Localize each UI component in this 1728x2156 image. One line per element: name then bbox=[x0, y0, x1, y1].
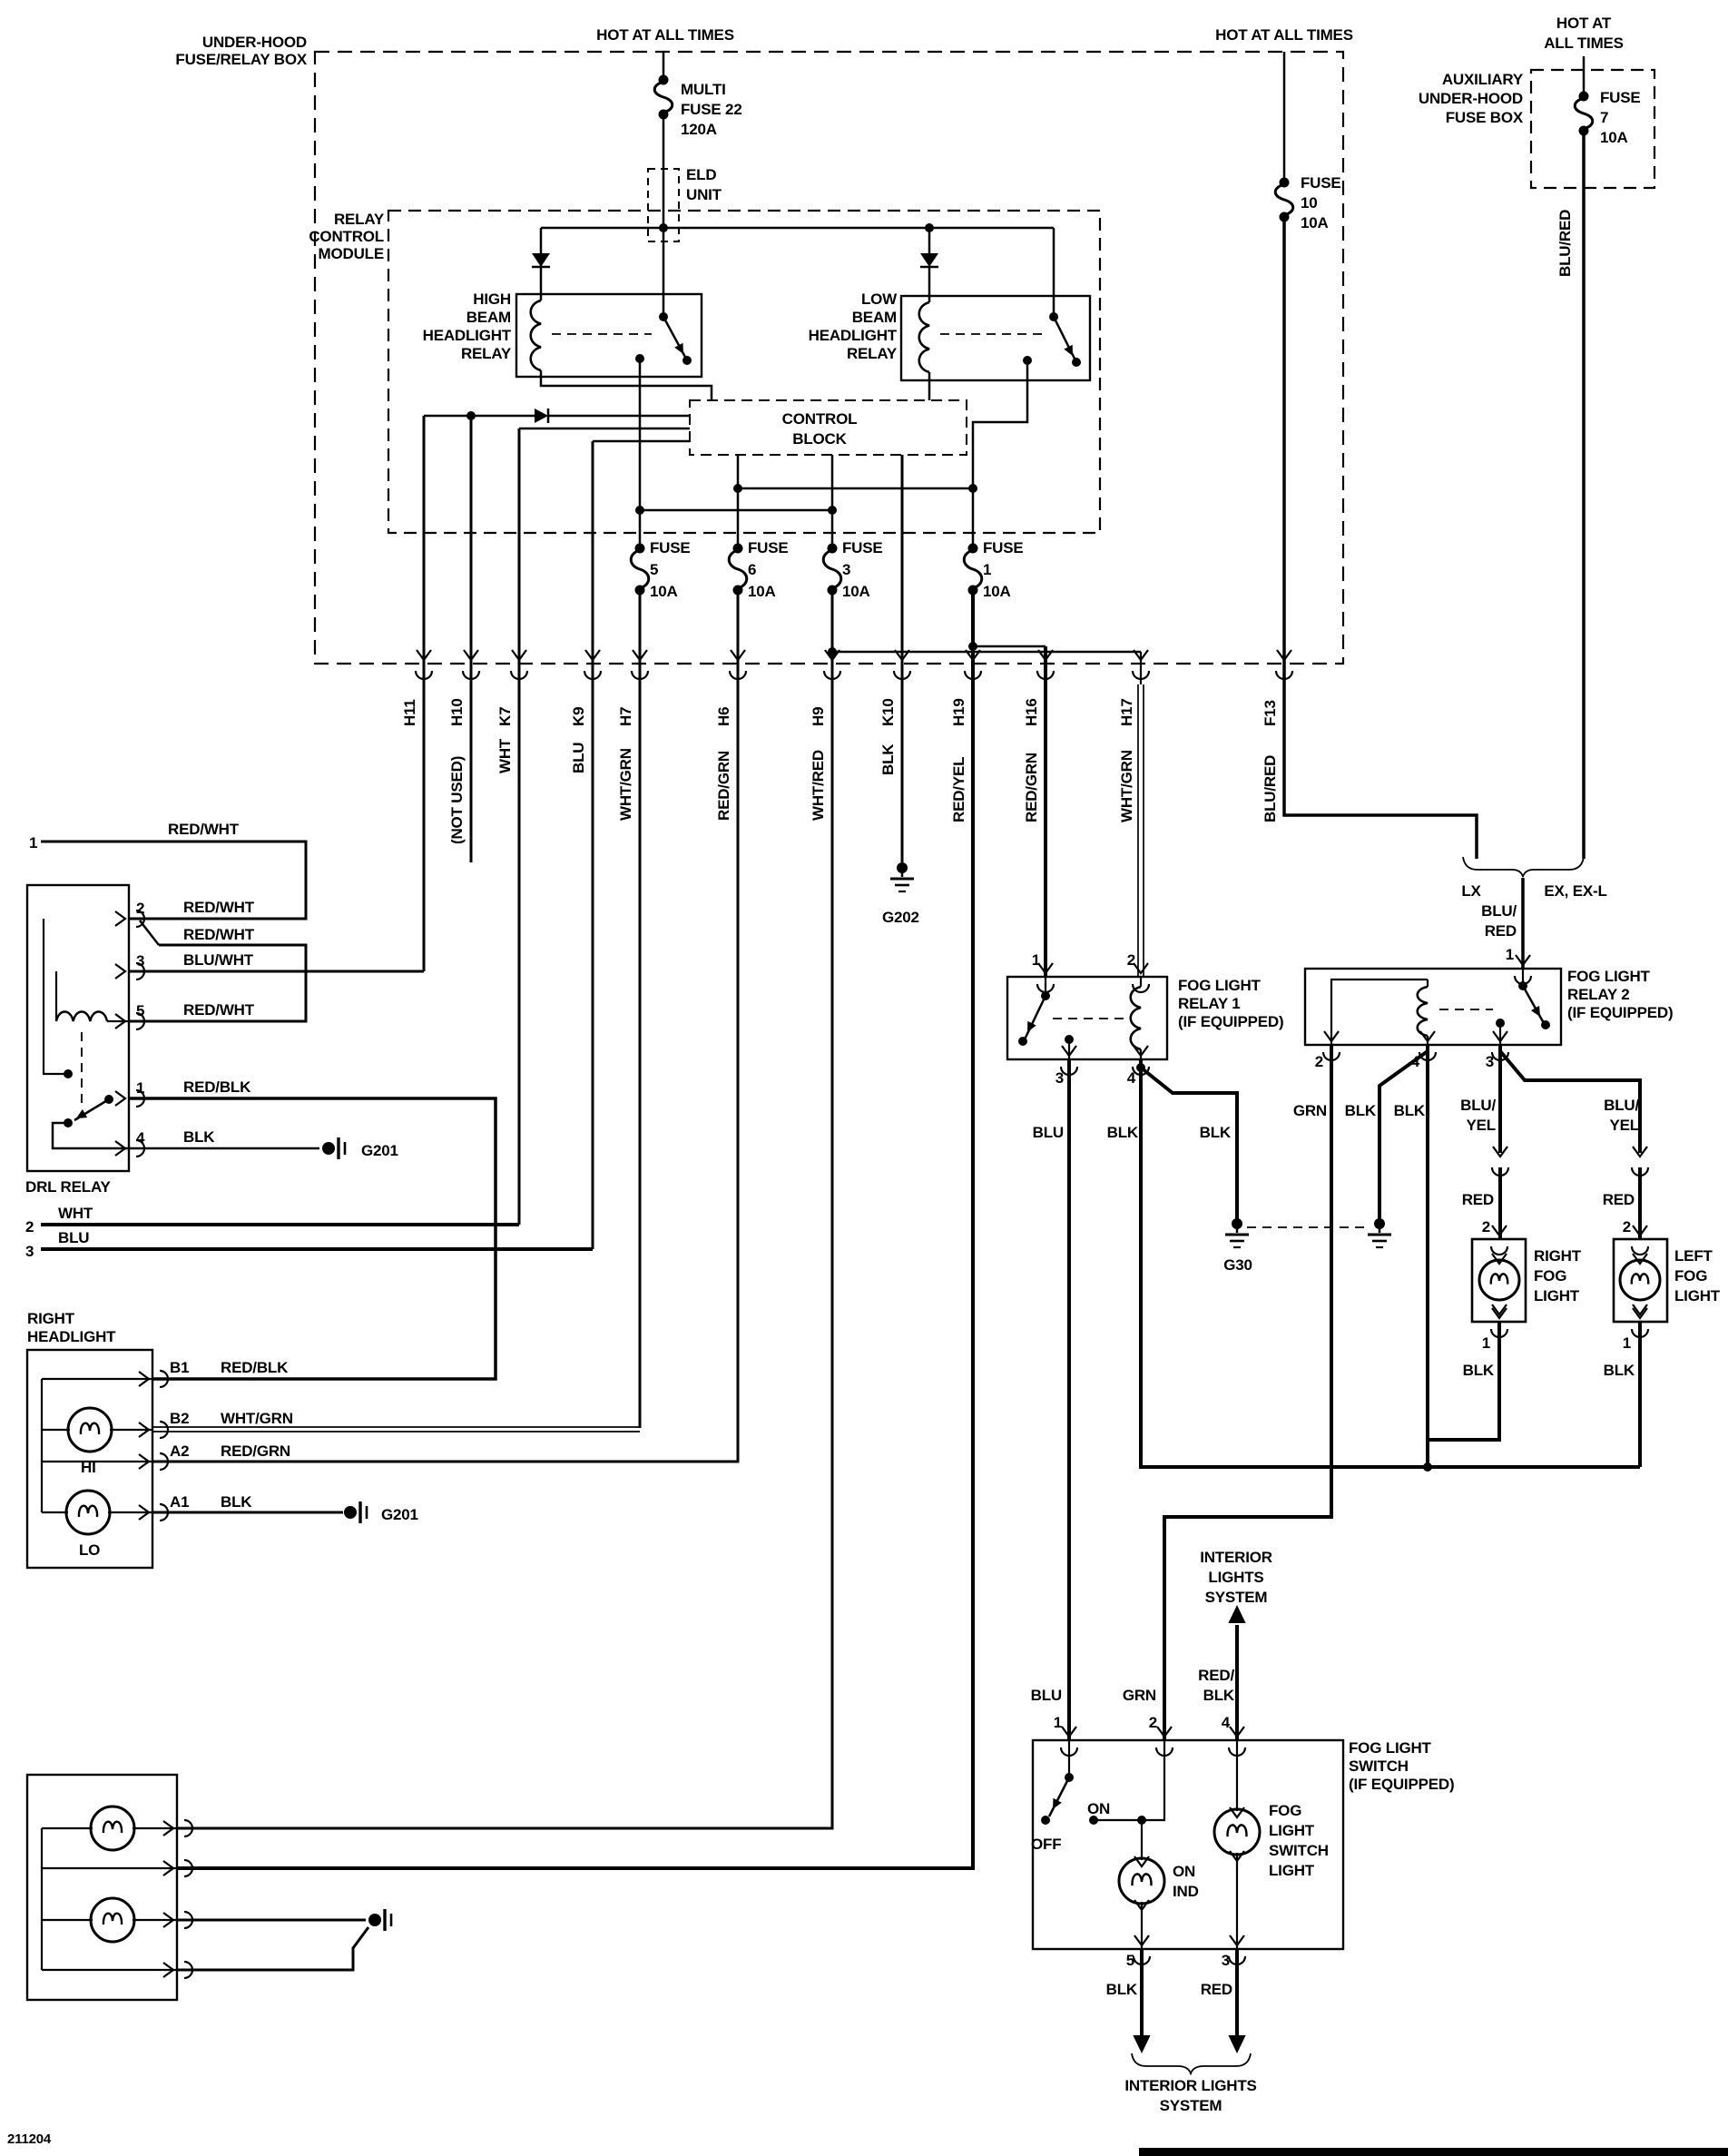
aux-wire-color: BLU/RED bbox=[1556, 209, 1574, 277]
fsw-off: OFF bbox=[1031, 1836, 1062, 1853]
right-fog-label-1: RIGHT bbox=[1534, 1247, 1581, 1265]
drl-row1-num: 1 bbox=[29, 834, 38, 852]
pin-h17: H17 bbox=[1118, 698, 1135, 726]
drl-pin2-num: 2 bbox=[136, 900, 145, 917]
ils-bottom-2: SYSTEM bbox=[1159, 2097, 1222, 2114]
fuse1-label-3: 10A bbox=[983, 583, 1011, 600]
lf-red-color: RED bbox=[1602, 1191, 1635, 1208]
low-beam-relay-label-4: RELAY bbox=[846, 345, 897, 362]
rhl-b2-color: WHT/GRN bbox=[221, 1410, 293, 1427]
pin-k7-color: WHT bbox=[496, 738, 514, 773]
g202-label: G202 bbox=[882, 909, 919, 926]
drl-pin1-color: RED/BLK bbox=[183, 1078, 251, 1096]
fr2-pin3-num: 3 bbox=[1485, 1053, 1494, 1070]
pin-h19-color: RED/YEL bbox=[950, 756, 967, 822]
g30-label: G30 bbox=[1223, 1256, 1252, 1274]
fsw-pin2-num: 2 bbox=[1148, 1714, 1157, 1731]
pin-k7: K7 bbox=[496, 706, 514, 726]
hot-at-all-times-left: HOT AT ALL TIMES bbox=[596, 26, 734, 44]
drl-pin4-num: 4 bbox=[136, 1129, 145, 1147]
fsw-on: ON bbox=[1087, 1800, 1111, 1817]
drl-relay-label: DRL RELAY bbox=[25, 1178, 111, 1196]
lx-label: LX bbox=[1461, 882, 1481, 900]
ils-bottom-1: INTERIOR LIGHTS bbox=[1124, 2077, 1257, 2094]
fsw-blu-color: BLU bbox=[1030, 1687, 1062, 1704]
ils-top-3: SYSTEM bbox=[1204, 1589, 1268, 1606]
rhl-a2-color: RED/GRN bbox=[221, 1442, 290, 1460]
fsw-red-color: RED bbox=[1200, 1981, 1232, 1998]
rf-blk-color: BLK bbox=[1462, 1362, 1494, 1379]
pin-k10: K10 bbox=[879, 698, 897, 726]
rhl-b1: B1 bbox=[170, 1359, 190, 1376]
fr1-blk-color-1: BLK bbox=[1106, 1124, 1138, 1141]
pin-h19: H19 bbox=[950, 698, 967, 726]
fog-switch-label-1: FOG LIGHT bbox=[1349, 1739, 1431, 1757]
fuse10-label-2: 10 bbox=[1301, 194, 1318, 212]
fr2-bluyel-1: BLU/ bbox=[1460, 1097, 1496, 1114]
relay-control-module-label-3: MODULE bbox=[318, 245, 384, 262]
left-fog-label-2: FOG bbox=[1674, 1267, 1708, 1285]
fuse7-label-2: 7 bbox=[1600, 109, 1609, 126]
fog-relay2-label-1: FOG LIGHT bbox=[1567, 968, 1650, 985]
pin-h16: H16 bbox=[1023, 698, 1040, 726]
fog-relay2-label-2: RELAY 2 bbox=[1567, 986, 1630, 1003]
underhood-box-label-1: UNDER-HOOD bbox=[201, 34, 307, 51]
fsw-blk-color: BLK bbox=[1105, 1981, 1137, 1998]
wht-row-num: 2 bbox=[25, 1218, 34, 1236]
fr2-blk-color-1: BLK bbox=[1344, 1102, 1376, 1119]
rhl-a1: A1 bbox=[170, 1493, 190, 1511]
fr1-pin2-num: 2 bbox=[1126, 951, 1135, 969]
rhl-b2: B2 bbox=[170, 1410, 190, 1427]
low-beam-relay-label-3: HEADLIGHT bbox=[808, 327, 897, 344]
fuse5-label-1: FUSE bbox=[650, 539, 691, 556]
low-beam-relay-label-2: BEAM bbox=[851, 309, 897, 326]
right-headlight-label-2: HEADLIGHT bbox=[27, 1328, 116, 1345]
fsw-pin3-num: 3 bbox=[1221, 1952, 1230, 1969]
fog-relay1-label-1: FOG LIGHT bbox=[1178, 977, 1261, 994]
fr2-pin1-color-1: BLU/ bbox=[1481, 902, 1517, 920]
hot-at-all-times-right-1: HOT AT bbox=[1556, 15, 1612, 32]
blu-row-num: 3 bbox=[25, 1243, 34, 1260]
pin-h10: H10 bbox=[448, 698, 466, 726]
rhl-b1-color: RED/BLK bbox=[221, 1359, 289, 1376]
rhl-a1-color: BLK bbox=[221, 1493, 252, 1511]
pin-f13-color: BLU/RED bbox=[1262, 754, 1279, 822]
high-beam-relay-label-4: RELAY bbox=[460, 345, 511, 362]
left-fog-label-3: LIGHT bbox=[1674, 1287, 1720, 1304]
relay-control-module-label-2: CONTROL bbox=[309, 228, 384, 245]
drl-pin5-num: 5 bbox=[136, 1002, 145, 1019]
fsw-light-label-3: SWITCH bbox=[1269, 1842, 1329, 1859]
pin-h6-color: RED/GRN bbox=[715, 751, 732, 821]
fuse7-label-3: 10A bbox=[1600, 129, 1628, 146]
aux-box-label-2: UNDER-HOOD bbox=[1418, 90, 1523, 107]
rhl-a2: A2 bbox=[170, 1442, 190, 1460]
high-beam-relay-label-3: HEADLIGHT bbox=[422, 327, 511, 344]
fog-switch-label-2: SWITCH bbox=[1349, 1757, 1409, 1775]
rf-pin1-num: 1 bbox=[1481, 1334, 1490, 1352]
aux-box-label-3: FUSE BOX bbox=[1445, 109, 1523, 126]
fsw-light-label-4: LIGHT bbox=[1269, 1862, 1314, 1879]
g201-label-b: G201 bbox=[381, 1506, 418, 1523]
control-block-label-2: BLOCK bbox=[792, 430, 847, 448]
rf-pin2-num: 2 bbox=[1481, 1218, 1490, 1236]
multi-fuse-label-2: FUSE 22 bbox=[681, 101, 742, 118]
fsw-pin4-num: 4 bbox=[1221, 1714, 1230, 1731]
pin-h7: H7 bbox=[617, 706, 634, 726]
fuse3-label-2: 3 bbox=[842, 561, 851, 578]
fog-relay1-label-3: (IF EQUIPPED) bbox=[1178, 1013, 1284, 1030]
pin-h11: H11 bbox=[401, 699, 418, 726]
underhood-box-label-2: FUSE/RELAY BOX bbox=[175, 51, 307, 68]
fuse1-label-1: FUSE bbox=[983, 539, 1024, 556]
fuse7-label-1: FUSE bbox=[1600, 89, 1641, 106]
pin-h16-color: RED/GRN bbox=[1023, 753, 1040, 822]
relay-control-module-label-1: RELAY bbox=[333, 211, 384, 228]
fuse10-label-1: FUSE bbox=[1301, 174, 1341, 192]
drl-pin5-color: RED/WHT bbox=[183, 1001, 254, 1019]
fr1-pin3-num: 3 bbox=[1055, 1069, 1064, 1087]
fsw-onind-2: IND bbox=[1173, 1883, 1199, 1900]
wht-row-color: WHT bbox=[58, 1205, 93, 1222]
fuse6-label-2: 6 bbox=[748, 561, 757, 578]
fuse6-label-1: FUSE bbox=[748, 539, 789, 556]
fsw-pin5-num: 5 bbox=[1125, 1952, 1134, 1969]
fuse5-label-2: 5 bbox=[650, 561, 659, 578]
fsw-redblk-1: RED/ bbox=[1198, 1667, 1234, 1684]
fr2-grn-color: GRN bbox=[1292, 1102, 1327, 1119]
drl-pin3-color: BLU/WHT bbox=[183, 951, 253, 969]
fsw-redblk-2: BLK bbox=[1203, 1687, 1234, 1704]
right-fog-label-2: FOG bbox=[1534, 1267, 1567, 1285]
fuse3-label-3: 10A bbox=[842, 583, 870, 600]
aux-box-label-1: AUXILIARY bbox=[1441, 71, 1523, 88]
ils-top-2: LIGHTS bbox=[1208, 1569, 1264, 1586]
right-fog-label-3: LIGHT bbox=[1534, 1287, 1579, 1304]
drl-pin3-num: 3 bbox=[136, 952, 145, 970]
lf-blk-color: BLK bbox=[1603, 1362, 1635, 1379]
fr2-pin2-num: 2 bbox=[1314, 1053, 1323, 1070]
fsw-pin1-num: 1 bbox=[1053, 1714, 1062, 1731]
control-block-label-1: CONTROL bbox=[781, 410, 858, 428]
fuse1-label-2: 1 bbox=[983, 561, 992, 578]
g201-label-a: G201 bbox=[361, 1142, 398, 1159]
lf-pin1-num: 1 bbox=[1622, 1334, 1631, 1352]
blu-row-color: BLU bbox=[58, 1229, 90, 1246]
lf-bluyel-2: YEL bbox=[1609, 1117, 1639, 1134]
drl-row1-color: RED/WHT bbox=[168, 821, 239, 838]
eld-unit-label-2: UNIT bbox=[686, 186, 722, 203]
fsw-light-label-1: FOG bbox=[1269, 1802, 1302, 1819]
eld-unit-label-1: ELD bbox=[686, 166, 717, 183]
pin-h7-color: WHT/GRN bbox=[617, 748, 634, 821]
fr1-pin4-num: 4 bbox=[1126, 1069, 1135, 1087]
hot-at-all-times-mid: HOT AT ALL TIMES bbox=[1215, 26, 1353, 44]
pin-h10-note: (NOT USED) bbox=[448, 755, 466, 844]
pin-h6: H6 bbox=[715, 706, 732, 726]
pin-h9-color: WHT/RED bbox=[810, 750, 827, 821]
rhl-hi: HI bbox=[81, 1459, 96, 1476]
ils-top-1: INTERIOR bbox=[1200, 1549, 1272, 1566]
fr1-blk-color-2: BLK bbox=[1199, 1124, 1231, 1141]
drl-pin1-num: 1 bbox=[136, 1079, 145, 1097]
left-fog-label-1: LEFT bbox=[1674, 1247, 1713, 1265]
lf-pin2-num: 2 bbox=[1622, 1218, 1631, 1236]
multi-fuse-label-1: MULTI bbox=[681, 81, 726, 98]
sheet-number: 211204 bbox=[7, 2131, 52, 2147]
fsw-grn-color: GRN bbox=[1122, 1687, 1156, 1704]
drl-pin2-color: RED/WHT bbox=[183, 899, 254, 916]
fog-switch-label-3: (IF EQUIPPED) bbox=[1349, 1776, 1455, 1793]
fr2-pin1-color-2: RED bbox=[1484, 922, 1517, 940]
fuse10-label-3: 10A bbox=[1301, 214, 1329, 231]
drl-blade-color: RED/WHT bbox=[183, 926, 254, 943]
fsw-light-label-2: LIGHT bbox=[1269, 1822, 1314, 1839]
pin-h17-color: WHT/GRN bbox=[1118, 750, 1135, 822]
low-beam-relay-label-1: LOW bbox=[860, 290, 897, 308]
fr1-pin1-num: 1 bbox=[1031, 951, 1040, 969]
fr2-bluyel-2: YEL bbox=[1466, 1117, 1496, 1134]
pin-f13: F13 bbox=[1262, 700, 1279, 726]
fr2-pin1-num: 1 bbox=[1505, 946, 1514, 963]
pin-k10-color: BLK bbox=[879, 743, 897, 775]
right-headlight-label-1: RIGHT bbox=[27, 1310, 74, 1327]
pin-h9: H9 bbox=[810, 706, 827, 726]
lf-bluyel-1: BLU/ bbox=[1604, 1097, 1639, 1114]
rf-red-color: RED bbox=[1461, 1191, 1494, 1208]
fr1-blu-color: BLU bbox=[1032, 1124, 1064, 1141]
fuse3-label-1: FUSE bbox=[842, 539, 883, 556]
multi-fuse-label-3: 120A bbox=[681, 121, 717, 138]
fog-relay1-label-2: RELAY 1 bbox=[1178, 995, 1241, 1012]
fuse5-label-3: 10A bbox=[650, 583, 678, 600]
ex-label: EX, EX-L bbox=[1544, 882, 1607, 900]
hot-at-all-times-right-2: ALL TIMES bbox=[1544, 34, 1624, 52]
fr2-pin4-num: 4 bbox=[1410, 1053, 1419, 1070]
fuse6-label-3: 10A bbox=[748, 583, 776, 600]
high-beam-relay-label-1: HIGH bbox=[473, 290, 511, 308]
drl-pin4-color: BLK bbox=[183, 1128, 215, 1146]
pin-k9-color: BLU bbox=[570, 742, 587, 773]
fog-relay2-label-3: (IF EQUIPPED) bbox=[1567, 1004, 1674, 1021]
fsw-onind-1: ON bbox=[1173, 1863, 1196, 1880]
fr2-blk-color-2: BLK bbox=[1393, 1102, 1425, 1119]
high-beam-relay-label-2: BEAM bbox=[466, 309, 511, 326]
rhl-lo: LO bbox=[79, 1541, 101, 1559]
pin-k9: K9 bbox=[570, 706, 587, 726]
